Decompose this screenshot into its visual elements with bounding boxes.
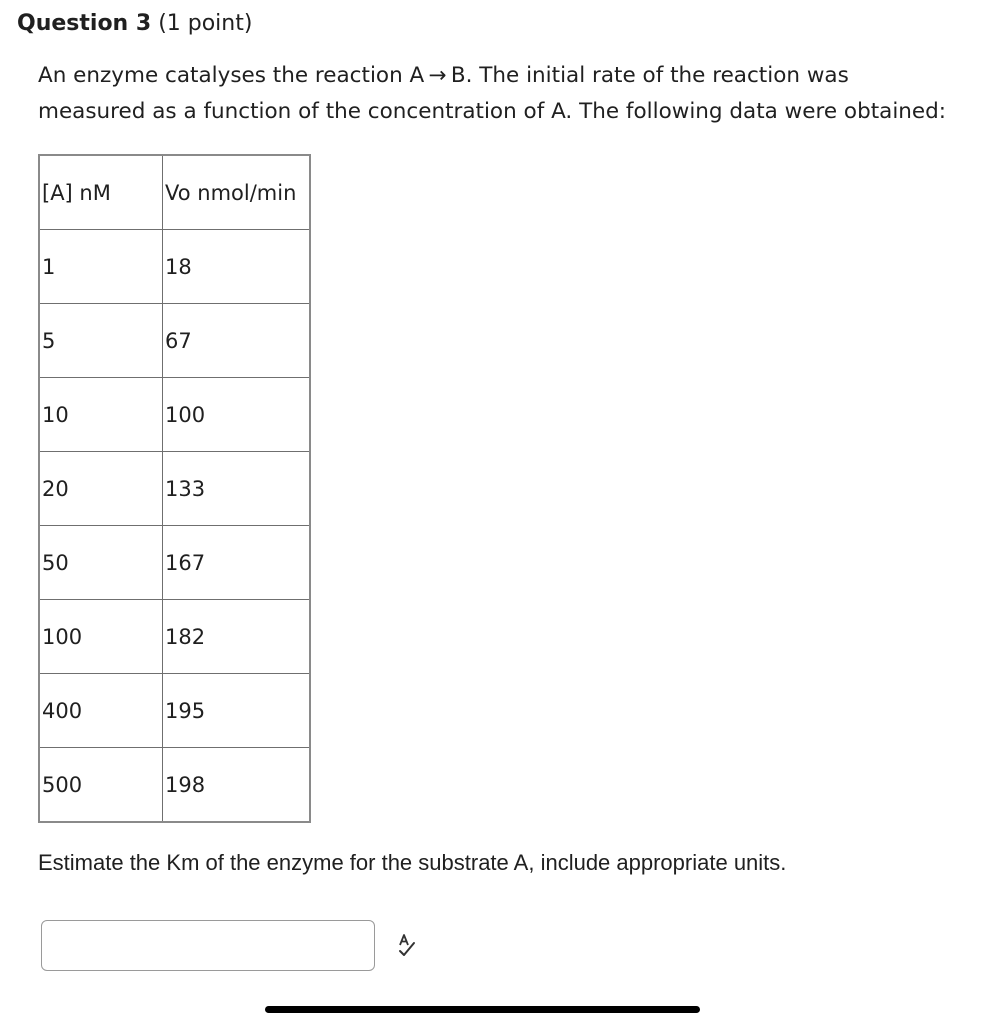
table-row — [39, 304, 310, 378]
cell-rate: 67 — [163, 304, 311, 378]
prompt-line-2: measured as a function of the concentration of A. The following data were obtained: — [38, 99, 947, 124]
cell-rate: 18 — [163, 230, 311, 304]
cell-concentration: 500 — [39, 748, 163, 823]
cell-concentration: 20 — [39, 452, 163, 526]
cell-concentration: 1 — [39, 230, 163, 304]
table-header-row — [39, 155, 310, 230]
cell-concentration: 5 — [39, 304, 163, 378]
cell-concentration: 10 — [39, 378, 163, 452]
table-header-concentration: [A] nM — [39, 155, 163, 230]
question-prompt — [38, 58, 988, 130]
cell-concentration: 50 — [39, 526, 163, 600]
prompt-line-1: An enzyme catalyses the reaction A → B. The initial rate of the reaction was — [38, 63, 849, 88]
table-header-rate: Vo nmol/min — [163, 155, 311, 230]
cell-rate: 100 — [163, 378, 311, 452]
cell-rate: 195 — [163, 674, 311, 748]
spellcheck-icon[interactable] — [394, 932, 420, 958]
data-table — [38, 154, 311, 823]
question-title: Question 3 — [17, 11, 152, 36]
cell-rate: 133 — [163, 452, 311, 526]
answer-input[interactable] — [41, 920, 375, 971]
table-row — [39, 600, 310, 674]
table-row — [39, 452, 310, 526]
question-points: (1 point) — [158, 11, 253, 36]
answer-instruction: Estimate the Km of the enzyme for the substrate A, include appropriate units. — [38, 850, 787, 875]
table-row — [39, 230, 310, 304]
table-row — [39, 674, 310, 748]
cell-rate: 167 — [163, 526, 311, 600]
table-row — [39, 378, 310, 452]
table-row — [39, 526, 310, 600]
table-row — [39, 748, 310, 823]
cell-rate: 198 — [163, 748, 311, 823]
cell-rate: 182 — [163, 600, 311, 674]
cell-concentration: 100 — [39, 600, 163, 674]
cell-concentration: 400 — [39, 674, 163, 748]
home-indicator-bar — [265, 1006, 700, 1013]
question-header — [17, 9, 252, 39]
